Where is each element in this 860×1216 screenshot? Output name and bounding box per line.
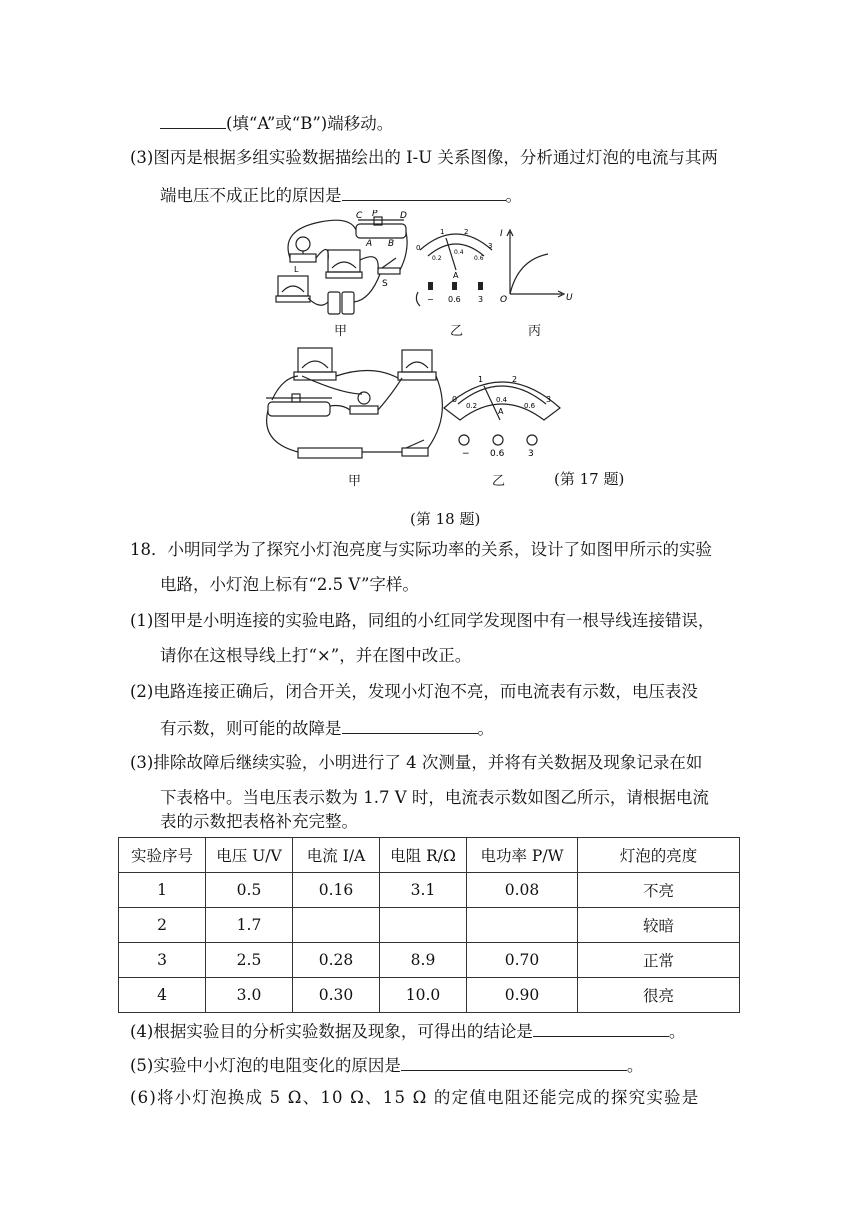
subscale-06: 0.6 bbox=[474, 255, 484, 262]
big-subscale-04: 0.4 bbox=[496, 396, 508, 404]
table-cell: 3 bbox=[119, 943, 206, 978]
header-cell: 灯泡的亮度 bbox=[578, 838, 740, 873]
q18-stem-line2: 电路，小灯泡上标有“2.5 V”字样。 bbox=[160, 575, 419, 594]
table-cell: 0.16 bbox=[293, 873, 380, 908]
fig18-jia-label: 甲 bbox=[348, 474, 362, 489]
scale-0: 0 bbox=[416, 244, 421, 252]
q18-part1-line1: (1)图甲是小明连接的实验电路，同组的小红同学发现图中有一根导线连接错误， bbox=[130, 611, 715, 630]
answer-blank bbox=[160, 110, 226, 129]
subscale-02: 0.2 bbox=[432, 255, 442, 262]
terminal-06: 0.6 bbox=[448, 295, 461, 304]
table-cell: 较暗 bbox=[578, 908, 740, 943]
q18-part3-line3: 表的示数把表格补充完整。 bbox=[160, 812, 358, 831]
fig17-yi-label: 乙 bbox=[450, 324, 464, 339]
scale-3: 3 bbox=[488, 242, 493, 250]
ammeter-dial bbox=[440, 368, 564, 460]
big-subscale-06: 0.6 bbox=[524, 402, 536, 410]
label-d: D bbox=[400, 211, 407, 221]
answer-blank bbox=[401, 1052, 627, 1071]
terminal-3: 3 bbox=[478, 295, 484, 304]
header-cell: 电流 I/A bbox=[293, 838, 380, 873]
table-row bbox=[119, 873, 740, 908]
table-header-row bbox=[119, 838, 740, 873]
caption-q18: (第 18 题) bbox=[410, 510, 481, 528]
q18-part3-line1: (3)排除故障后继续实验，小明进行了 4 次测量，并将有关数据及现象记录在如 bbox=[130, 753, 703, 772]
table-cell: 0.70 bbox=[467, 943, 578, 978]
big-scale-0: 0 bbox=[452, 395, 458, 404]
table-row bbox=[119, 978, 740, 1013]
q17-part3-line1: (3)图丙是根据多组实验数据描绘出的 I-U 关系图像，分析通过灯泡的电流与其两 bbox=[130, 148, 718, 167]
label-p: P bbox=[372, 210, 378, 219]
big-scale-3: 3 bbox=[546, 395, 552, 404]
table-row bbox=[119, 908, 740, 943]
subscale-04: 0.4 bbox=[454, 249, 464, 256]
q18-part2-line2: 有示数，则可能的故障是 。 bbox=[160, 715, 494, 741]
label-s: S bbox=[382, 279, 388, 289]
table-cell: 0.30 bbox=[293, 978, 380, 1013]
answer-blank bbox=[533, 1018, 669, 1037]
header-cell: 电压 U/V bbox=[206, 838, 293, 873]
answer-blank bbox=[342, 182, 506, 201]
big-terminal-06: 0.6 bbox=[490, 449, 505, 459]
table-cell: 1 bbox=[119, 873, 206, 908]
axis-u-label: U bbox=[566, 293, 573, 303]
meter-unit: A bbox=[453, 271, 459, 280]
q18-part3-line2: 下表格中。当电压表示数为 1.7 V 时，电流表示数如图乙所示，请根据电流 bbox=[160, 788, 709, 807]
table-cell bbox=[467, 908, 578, 943]
scale-2: 2 bbox=[464, 228, 469, 236]
data-table bbox=[118, 837, 740, 1013]
table-cell: 不亮 bbox=[578, 873, 740, 908]
table-cell: 很亮 bbox=[578, 978, 740, 1013]
q18-part5: (5)实验中小灯泡的电阻变化的原因是 。 bbox=[130, 1052, 643, 1078]
big-meter-unit: A bbox=[498, 407, 504, 416]
table-cell: 0.28 bbox=[293, 943, 380, 978]
q17-part2-tail: (填“A”或“B”)端移动。 bbox=[160, 110, 393, 136]
q18-part6: (6)将小灯泡换成 5 Ω、10 Ω、15 Ω 的定值电阻还能完成的探究实验是 bbox=[130, 1088, 700, 1107]
figure-17-circuit bbox=[270, 210, 590, 340]
label-l: L bbox=[294, 265, 299, 274]
big-terminal-neg: − bbox=[462, 449, 470, 459]
table-cell: 0.08 bbox=[467, 873, 578, 908]
q18-part4: (4)根据实验目的分析实验数据及现象，可得出的结论是 。 bbox=[130, 1018, 685, 1044]
table-cell: 8.9 bbox=[380, 943, 467, 978]
table-cell: 2 bbox=[119, 908, 206, 943]
table-cell: 10.0 bbox=[380, 978, 467, 1013]
big-scale-1: 1 bbox=[478, 375, 484, 384]
table-cell bbox=[293, 908, 380, 943]
header-cell: 实验序号 bbox=[119, 838, 206, 873]
label-a: A bbox=[366, 239, 373, 249]
q18-part1-line2: 请你在这根导线上打“×”，并在图中改正。 bbox=[160, 646, 472, 665]
big-subscale-02: 0.2 bbox=[466, 402, 478, 410]
fig17-jia-label: 甲 bbox=[334, 324, 348, 339]
q17-part3-line2: 端电压不成正比的原因是 。 bbox=[160, 182, 522, 208]
label-b: B bbox=[388, 239, 395, 249]
header-cell: 电阻 R/Ω bbox=[380, 838, 467, 873]
fig18-yi-label: 乙 bbox=[492, 474, 506, 489]
table-cell: 0.5 bbox=[206, 873, 293, 908]
q18-part2-line1: (2)电路连接正确后，闭合开关，发现小灯泡不亮，而电流表有示数，电压表没 bbox=[130, 682, 698, 701]
table-cell: 4 bbox=[119, 978, 206, 1013]
q18-stem-line1: 18．小明同学为了探究小灯泡亮度与实际功率的关系，设计了如图甲所示的实验 bbox=[130, 540, 712, 559]
table-cell: 3.1 bbox=[380, 873, 467, 908]
answer-blank bbox=[342, 715, 478, 734]
scale-1: 1 bbox=[440, 228, 445, 236]
header-cell: 电功率 P/W bbox=[467, 838, 578, 873]
origin-label: O bbox=[500, 295, 508, 305]
label-c: C bbox=[356, 211, 363, 221]
fig17-bing-label: 丙 bbox=[528, 324, 542, 339]
table-cell: 3.0 bbox=[206, 978, 293, 1013]
table-cell: 2.5 bbox=[206, 943, 293, 978]
table-row bbox=[119, 943, 740, 978]
big-terminal-3: 3 bbox=[528, 449, 534, 459]
big-scale-2: 2 bbox=[512, 375, 518, 384]
terminal-neg: − bbox=[427, 295, 434, 304]
table-cell: 1.7 bbox=[206, 908, 293, 943]
caption-q17: (第 17 题) bbox=[554, 470, 625, 488]
axis-i-label: I bbox=[500, 229, 503, 239]
table-cell bbox=[380, 908, 467, 943]
table-cell: 正常 bbox=[578, 943, 740, 978]
table-cell: 0.90 bbox=[467, 978, 578, 1013]
